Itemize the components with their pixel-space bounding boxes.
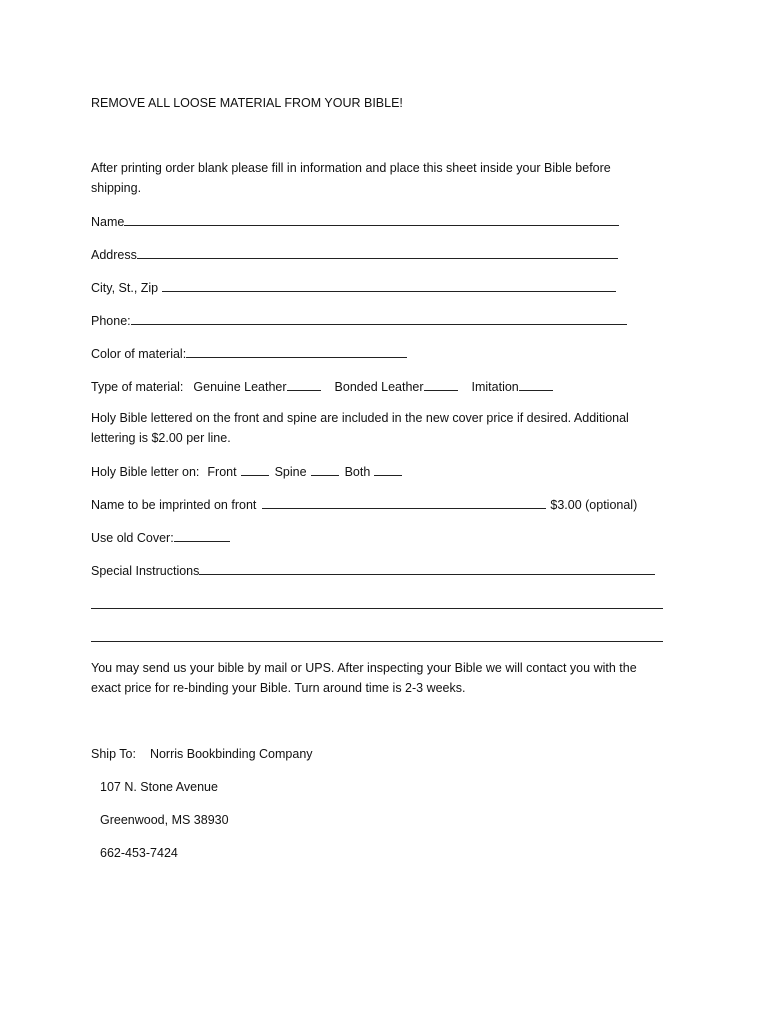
- name-label: Name: [91, 215, 125, 229]
- phone-label: Phone:: [91, 314, 131, 328]
- front-field[interactable]: [241, 463, 269, 476]
- old-cover-field[interactable]: [174, 529, 230, 542]
- spine-label: Spine: [274, 465, 307, 479]
- imitation-field[interactable]: [519, 378, 553, 391]
- special-instructions-field[interactable]: [199, 562, 655, 575]
- genuine-leather-label: Genuine Leather: [193, 380, 287, 394]
- material-type-label: Type of material:: [91, 380, 184, 394]
- ship-to-street: 107 N. Stone Avenue: [100, 780, 218, 794]
- imprint-price: $3.00 (optional): [550, 498, 638, 512]
- imprint-label: Name to be imprinted on front: [91, 498, 257, 512]
- phone-row: [91, 312, 627, 329]
- both-label: Both: [344, 465, 371, 479]
- ship-to-phone: 662-453-7424: [100, 846, 178, 860]
- name-field[interactable]: [124, 213, 619, 226]
- shipping-note: You may send us your bible by mail or UPS. After inspecting your Bible we will contact you with the exact price for re-binding your Bible. Turn around time is 2-3 weeks.: [91, 661, 637, 695]
- lettering-note: Holy Bible lettered on the front and spine are included in the new cover price if desired. Additional lettering is $2.00 per line.: [91, 411, 629, 445]
- old-cover-label: Use old Cover:: [91, 531, 174, 545]
- ship-to-label: Ship To:: [91, 747, 136, 761]
- special-instructions-row: [91, 562, 655, 579]
- color-row: [91, 345, 407, 362]
- letter-on-row: [91, 463, 402, 480]
- color-field[interactable]: [186, 345, 407, 358]
- bonded-leather-label: Bonded Leather: [334, 380, 424, 394]
- spine-field[interactable]: [311, 463, 339, 476]
- intro-paragraph: After printing order blank please fill in information and place this sheet inside your Bible before shipping.: [91, 161, 611, 195]
- city-st-zip-field[interactable]: [162, 279, 616, 292]
- ship-to-city: Greenwood, MS 38930: [100, 813, 229, 827]
- both-field[interactable]: [374, 463, 402, 476]
- city-row: [91, 279, 616, 296]
- material-type-row: [91, 378, 553, 395]
- company-name: Norris Bookbinding Company: [149, 747, 313, 761]
- phone-field[interactable]: [131, 312, 627, 325]
- address-label: Address: [91, 248, 137, 262]
- front-label: Front: [207, 465, 237, 479]
- ship-to-row: [91, 746, 313, 762]
- special-instructions-line-3[interactable]: [91, 641, 663, 642]
- old-cover-row: [91, 529, 230, 546]
- genuine-leather-field[interactable]: [287, 378, 321, 391]
- letter-on-label: Holy Bible letter on:: [91, 465, 200, 479]
- color-label: Color of material:: [91, 347, 187, 361]
- bonded-leather-field[interactable]: [424, 378, 458, 391]
- name-row: [91, 213, 619, 230]
- warning-heading: REMOVE ALL LOOSE MATERIAL FROM YOUR BIBLE!: [91, 96, 403, 110]
- special-instructions-label: Special Instructions: [91, 564, 200, 578]
- address-row: [91, 246, 618, 263]
- address-field[interactable]: [137, 246, 618, 259]
- imprint-field[interactable]: [262, 496, 546, 509]
- special-instructions-line-2[interactable]: [91, 608, 663, 609]
- imprint-row: [91, 496, 637, 513]
- city-st-zip-label: City, St., Zip: [91, 281, 159, 295]
- imitation-label: Imitation: [471, 380, 519, 394]
